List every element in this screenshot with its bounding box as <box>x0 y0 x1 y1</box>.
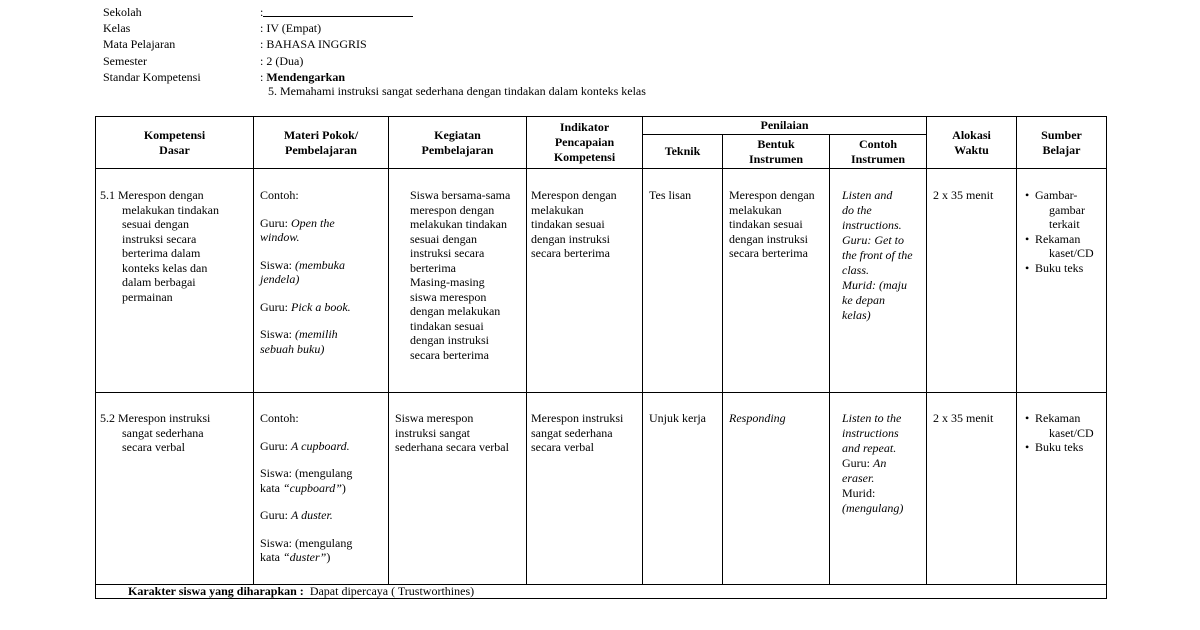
bullet-icon: • <box>1025 231 1030 246</box>
semester-value: : 2 (Dua) <box>260 53 304 68</box>
bentuk-instrumen-cell: Responding <box>723 393 830 585</box>
teknik-cell: Tes lisan <box>643 169 723 393</box>
sumber-cell: • Rekaman kaset/CD • Buku teks <box>1017 393 1107 585</box>
kompetensi-dasar-cell: 5.1 Merespon dengan melakukan tindakan sesuai dengan instruksi secara berterima dalam konteks kelas dan dalam berbagai permainan <box>96 169 254 393</box>
standar-kompetensi-value: Mendengarkan <box>266 69 346 84</box>
kelas-label: Kelas <box>103 21 131 36</box>
contoh-instrumen-cell: Listen to the instructions and repeat. Guru: An eraser. Murid: (mengulang) <box>830 393 927 585</box>
sekolah-value: : <box>260 5 264 19</box>
kelas-row <box>103 20 413 36</box>
semester-row <box>103 53 413 69</box>
bentuk-instrumen-cell: Merespon dengan melakukan tindakan sesuai dengan instruksi secara berterima <box>723 169 830 393</box>
kegiatan-cell: Siswa merespon instruksi sangat sederhana secara verbal <box>389 393 527 585</box>
materi-cell: Contoh: Guru: Open the window. Siswa: (membuka jendela) Guru: Pick a book. Siswa: (memilih sebuah buku) <box>254 169 389 393</box>
list-item: • Rekaman <box>1025 231 1081 246</box>
bullet-icon: • <box>1025 188 1030 202</box>
kd-continuation: melakukan tindakan sesuai dengan instruksi secara berterima dalam konteks kelas dan dalam berbagai permainan <box>122 202 219 304</box>
indikator-cell: Merespon dengan melakukan tindakan sesuai dengan instruksi secara berterima <box>527 169 643 393</box>
karakter-row <box>96 585 1107 599</box>
kelas-value: : IV (Empat) <box>260 21 322 36</box>
kegiatan-cell: Siswa bersama-sama merespon dengan melakukan tindakan sesuai dengan instruksi secara berterima Masing-masing siswa merespon dengan melakukan tindakan sesuai dengan instruksi secara berterima <box>389 169 527 393</box>
col-penilaian: Penilaian <box>643 117 927 135</box>
col-alokasi-waktu: Alokasi Waktu <box>927 117 1017 169</box>
semester-label: Semester <box>103 53 147 68</box>
alokasi-cell: 2 x 35 menit <box>927 169 1017 393</box>
col-contoh-instrumen: Contoh Instrumen <box>830 135 927 169</box>
document-header <box>103 4 413 85</box>
sumber-cell: • Gambar- gambar terkait • Rekaman kaset/CD • Buku teks <box>1017 169 1107 393</box>
list-item: • Rekaman <box>1025 411 1081 425</box>
bullet-icon: • <box>1025 440 1030 454</box>
standar-kompetensi-detail: 5. Memahami instruksi sangat sederhana dengan tindakan dalam konteks kelas <box>268 84 646 98</box>
karakter-cell <box>96 585 1107 599</box>
col-sumber-belajar: Sumber Belajar <box>1017 117 1107 169</box>
bullet-icon: • <box>1025 260 1030 275</box>
sekolah-blank-line <box>263 4 413 17</box>
sekolah-label: Sekolah <box>103 5 142 19</box>
alokasi-cell: 2 x 35 menit <box>927 393 1017 585</box>
mapel-row <box>103 36 413 52</box>
list-item: • Buku teks <box>1025 440 1084 454</box>
col-indikator: Indikator Pencapaian Kompetensi <box>527 117 643 169</box>
col-bentuk-instrumen: Bentuk Instrumen <box>723 135 830 169</box>
sekolah-row <box>103 4 413 20</box>
header-row-1 <box>96 117 1107 135</box>
mapel-label: Mata Pelajaran <box>103 37 176 52</box>
materi-cell: Contoh: Guru: A cupboard. Siswa: (mengulang kata “cupboard”) Guru: A duster. Siswa: (mengulang kata “duster”) <box>254 393 389 585</box>
col-teknik: Teknik <box>643 135 723 169</box>
silabus-table <box>95 116 1107 599</box>
list-item: • Buku teks <box>1025 260 1084 275</box>
list-item: • Gambar- <box>1025 188 1078 202</box>
bullet-icon: • <box>1025 411 1030 425</box>
contoh-instrumen-cell: Listen and do the instructions. Guru: Get to the front of the class. Murid: (maju ke depan kelas) <box>830 169 927 393</box>
table-row <box>96 169 1107 393</box>
standar-kompetensi-colon: : <box>260 69 264 84</box>
col-kompetensi-dasar: Kompetensi Dasar <box>96 117 254 169</box>
table-row <box>96 393 1107 585</box>
karakter-value: Dapat dipercaya ( Trustworthines) <box>309 584 475 598</box>
standar-kompetensi-label: Standar Kompetensi <box>103 69 201 84</box>
mapel-value: : BAHASA INGGRIS <box>260 37 367 52</box>
kompetensi-dasar-cell: 5.2 Merespon instruksi sangat sederhana secara verbal <box>96 393 254 585</box>
col-materi-pokok: Materi Pokok/ Pembelajaran <box>254 117 389 169</box>
indikator-cell: Merespon instruksi sangat sederhana secara verbal <box>527 393 643 585</box>
teknik-cell: Unjuk kerja <box>643 393 723 585</box>
col-kegiatan: Kegiatan Pembelajaran <box>389 117 527 169</box>
standar-kompetensi-row <box>103 69 413 85</box>
karakter-label: Karakter siswa yang diharapkan : <box>128 584 304 598</box>
